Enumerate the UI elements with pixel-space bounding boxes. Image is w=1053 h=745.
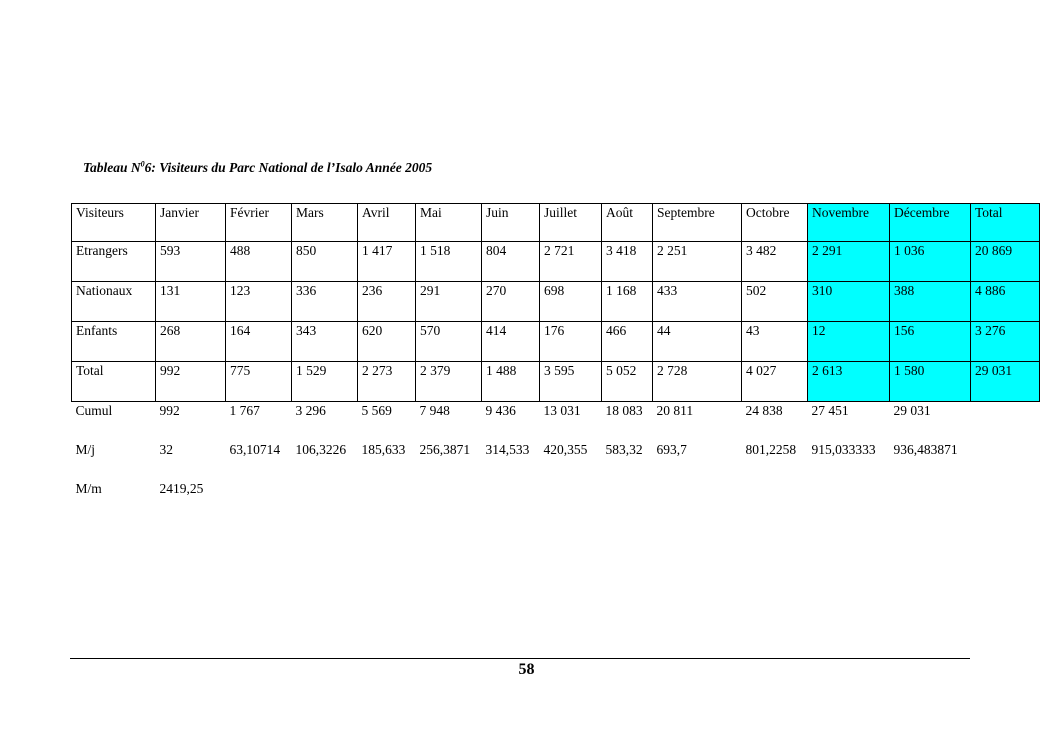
- table-cell: 850: [292, 242, 358, 282]
- table-cell: 801,2258: [745, 442, 797, 457]
- table-cell: 1 036: [890, 242, 971, 282]
- caption-rest: 6: Visiteurs du Parc National de l’Isalo Année 2005: [144, 160, 433, 175]
- table-cell: 29 031: [971, 362, 1040, 402]
- header-cell: Février: [226, 204, 292, 242]
- table-cell: 414: [482, 322, 540, 362]
- table-cell: [416, 480, 482, 519]
- caption-prefix: Tableau N: [83, 160, 141, 175]
- table-cell: 18 083: [605, 403, 643, 418]
- table-row: [72, 480, 1040, 519]
- table-cell: 123: [226, 282, 292, 322]
- table-cell: 570: [416, 322, 482, 362]
- table-cell: 502: [742, 282, 808, 322]
- header-cell: Juin: [482, 204, 540, 242]
- table-cell: 620: [358, 322, 416, 362]
- table-cell: 9 436: [485, 403, 516, 418]
- table-cell: 164: [226, 322, 292, 362]
- header-cell: Total: [971, 204, 1040, 242]
- table-cell: [890, 480, 971, 519]
- table-cell: 1 529: [292, 362, 358, 402]
- table-cell: 20 869: [971, 242, 1040, 282]
- caption-superscript: 0: [140, 159, 145, 169]
- table-cell: 488: [226, 242, 292, 282]
- table-cell: [540, 480, 602, 519]
- table-cell: 1 580: [890, 362, 971, 402]
- table-cell: [358, 480, 416, 519]
- header-cell: Septembre: [653, 204, 742, 242]
- table-cell: 1 518: [416, 242, 482, 282]
- header-cell: Visiteurs: [72, 204, 156, 242]
- table-header-row: [72, 204, 1040, 242]
- header-cell: Mars: [292, 204, 358, 242]
- visitors-table: [71, 203, 1040, 519]
- table-cell: 4 886: [971, 282, 1040, 322]
- table-cell: 27 451: [811, 403, 849, 418]
- table-cell: 388: [890, 282, 971, 322]
- table-cell: 32: [159, 442, 173, 457]
- table-cell: [742, 480, 808, 519]
- row-label: M/j: [75, 442, 96, 457]
- table-cell: 3 276: [971, 322, 1040, 362]
- table-row: [72, 441, 1040, 480]
- table-cell: 1 488: [482, 362, 540, 402]
- table-cell: 256,3871: [419, 442, 471, 457]
- table-cell: 433: [653, 282, 742, 322]
- table-cell: 466: [602, 322, 653, 362]
- table-cell: 3 418: [602, 242, 653, 282]
- table-cell: [482, 480, 540, 519]
- table-cell: 992: [156, 362, 226, 402]
- table-row: [72, 322, 1040, 362]
- table-cell: 583,32: [605, 442, 643, 457]
- table-cell: 4 027: [742, 362, 808, 402]
- table-row: [72, 362, 1040, 402]
- table-cell: 2 273: [358, 362, 416, 402]
- table-cell: 5 569: [361, 403, 392, 418]
- header-cell: Juillet: [540, 204, 602, 242]
- table-cell: 2 613: [808, 362, 890, 402]
- table-row: [72, 402, 1040, 442]
- table-cell: 314,533: [485, 442, 530, 457]
- table-cell: 1 168: [602, 282, 653, 322]
- table-cell: 2 721: [540, 242, 602, 282]
- table-row: [72, 282, 1040, 322]
- table-cell: 268: [156, 322, 226, 362]
- table-cell: 20 811: [656, 403, 694, 418]
- row-label: Enfants: [72, 322, 156, 362]
- table-cell: 13 031: [543, 403, 581, 418]
- table-caption: [83, 160, 432, 176]
- table-cell: [653, 480, 742, 519]
- header-cell: Août: [602, 204, 653, 242]
- table-cell: 63,10714: [229, 442, 281, 457]
- table-cell: 3 482: [742, 242, 808, 282]
- table-cell: 270: [482, 282, 540, 322]
- table-cell: 775: [226, 362, 292, 402]
- table-cell: 131: [156, 282, 226, 322]
- row-label: Total: [72, 362, 156, 402]
- header-cell: Novembre: [808, 204, 890, 242]
- footer-divider: [70, 658, 970, 659]
- table-cell: 936,483871: [893, 442, 958, 457]
- table-cell: 2 728: [653, 362, 742, 402]
- page-number: 58: [518, 661, 535, 678]
- table-cell: 156: [890, 322, 971, 362]
- row-label: Cumul: [75, 403, 113, 418]
- table-cell: 593: [156, 242, 226, 282]
- header-cell: Octobre: [742, 204, 808, 242]
- table-cell: 176: [540, 322, 602, 362]
- table-cell: 29 031: [893, 403, 931, 418]
- table-cell: 1 767: [229, 403, 260, 418]
- table-cell: 12: [808, 322, 890, 362]
- table-cell: 3 296: [295, 403, 326, 418]
- table-cell: 2419,25: [159, 481, 204, 496]
- table-cell: [971, 441, 1040, 480]
- table-cell: 5 052: [602, 362, 653, 402]
- table-cell: 992: [159, 403, 180, 418]
- table-cell: 420,355: [543, 442, 588, 457]
- table-cell: 2 291: [808, 242, 890, 282]
- table-cell: 915,033333: [811, 442, 876, 457]
- header-cell: Janvier: [156, 204, 226, 242]
- table-cell: 291: [416, 282, 482, 322]
- row-label: Nationaux: [72, 282, 156, 322]
- table-cell: [971, 402, 1040, 442]
- header-cell: Mai: [416, 204, 482, 242]
- table-cell: 804: [482, 242, 540, 282]
- table-cell: 236: [358, 282, 416, 322]
- table-cell: [226, 480, 292, 519]
- table-cell: 698: [540, 282, 602, 322]
- table-cell: [971, 480, 1040, 519]
- table-cell: [292, 480, 358, 519]
- table-cell: 7 948: [419, 403, 450, 418]
- row-label: Etrangers: [72, 242, 156, 282]
- table-cell: 24 838: [745, 403, 783, 418]
- header-cell: Décembre: [890, 204, 971, 242]
- table-row: [72, 242, 1040, 282]
- table-cell: 2 379: [416, 362, 482, 402]
- table-cell: 3 595: [540, 362, 602, 402]
- table-cell: 43: [742, 322, 808, 362]
- table-cell: 1 417: [358, 242, 416, 282]
- table-cell: [808, 480, 890, 519]
- table-cell: 44: [653, 322, 742, 362]
- table-cell: 310: [808, 282, 890, 322]
- table-cell: 2 251: [653, 242, 742, 282]
- table-cell: 106,3226: [295, 442, 347, 457]
- row-label: M/m: [75, 481, 102, 496]
- table-cell: 343: [292, 322, 358, 362]
- table-cell: 185,633: [361, 442, 406, 457]
- header-cell: Avril: [358, 204, 416, 242]
- table-cell: [602, 480, 653, 519]
- table-cell: 336: [292, 282, 358, 322]
- table-cell: 693,7: [656, 442, 687, 457]
